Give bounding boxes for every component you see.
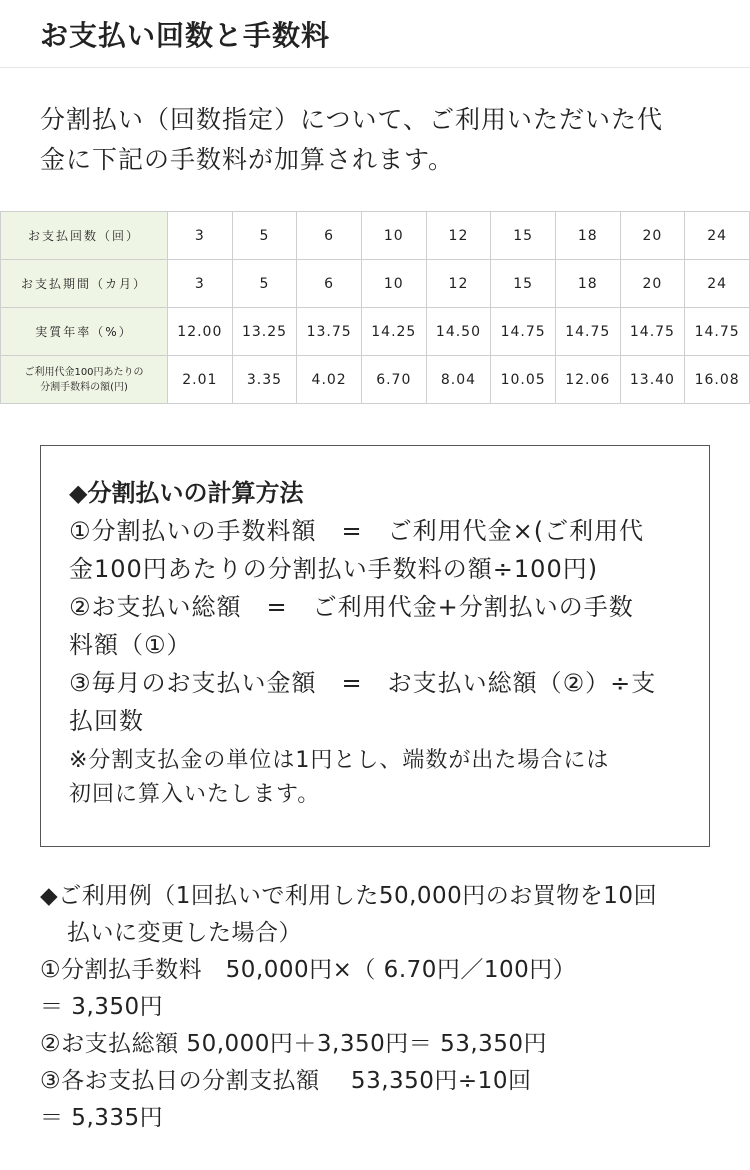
example-line: ＝ 3,350円: [40, 994, 164, 1020]
calculation-line: 金100円あたりの分割払い手数料の額÷100円): [69, 555, 599, 583]
table-row-apr: [1, 308, 750, 356]
table-cell: 6: [297, 260, 362, 308]
table-cell: 20: [620, 260, 685, 308]
row-label: お支払回数（回）: [1, 212, 168, 260]
table-cell: 10: [361, 212, 426, 260]
table-cell: 13.40: [620, 356, 685, 404]
calculation-box: [40, 445, 710, 847]
table-cell: 14.75: [555, 308, 620, 356]
note-line: ※分割支払金の単位は1円とし、端数が出た場合には: [69, 748, 610, 773]
table-cell: 18: [555, 260, 620, 308]
table-cell: 15: [491, 212, 556, 260]
page-header: [0, 0, 750, 68]
table-cell: 14.75: [685, 308, 750, 356]
table-cell: 3: [168, 212, 233, 260]
table-cell: 12.00: [168, 308, 233, 356]
calculation-title: ◆分割払いの計算方法: [69, 479, 304, 507]
table-cell: 14.25: [361, 308, 426, 356]
table-cell: 6: [297, 212, 362, 260]
fee-table: [0, 211, 750, 404]
calculation-note: [69, 744, 681, 812]
note-line: 初回に算入いたします。: [69, 782, 321, 807]
example-line: ①分割払手数料 50,000円×（ 6.70円／100円）: [40, 957, 577, 983]
table-cell: 5: [232, 212, 297, 260]
example-title: ◆ご利用例（1回払いで利用した50,000円のお買物を10回: [40, 883, 658, 909]
table-cell: 12: [426, 212, 491, 260]
intro-text: [40, 100, 720, 180]
table-cell: 3.35: [232, 356, 297, 404]
table-cell: 16.08: [685, 356, 750, 404]
table-cell: 12: [426, 260, 491, 308]
intro-line: 分割払い（回数指定）について、ご利用いただいた代: [40, 105, 664, 134]
table-cell: 4.02: [297, 356, 362, 404]
table-row-installments: [1, 212, 750, 260]
row-label: [1, 356, 168, 404]
example-title-cont: 払いに変更した場合）: [67, 920, 302, 946]
usage-example: [40, 878, 720, 1137]
row-label: お支払期間（カ月）: [1, 260, 168, 308]
table-row-period: [1, 260, 750, 308]
table-cell: 24: [685, 260, 750, 308]
table-cell: 24: [685, 212, 750, 260]
row-label: 実質年率（%）: [1, 308, 168, 356]
page-title: お支払い回数と手数料: [40, 19, 331, 52]
row-label-line: 分割手数料の額(円): [40, 381, 128, 393]
calculation-line: ②お支払い総額 = ご利用代金+分割払いの手数: [69, 593, 634, 621]
table-cell: 14.50: [426, 308, 491, 356]
table-row-fee-per-100: [1, 356, 750, 404]
table-cell: 8.04: [426, 356, 491, 404]
table-cell: 15: [491, 260, 556, 308]
table-cell: 10.05: [491, 356, 556, 404]
table-cell: 14.75: [620, 308, 685, 356]
table-cell: 2.01: [168, 356, 233, 404]
example-line: ②お支払総額 50,000円＋3,350円＝ 53,350円: [40, 1031, 548, 1057]
calculation-line: ①分割払いの手数料額 = ご利用代金×(ご利用代: [69, 517, 645, 545]
table-cell: 13.75: [297, 308, 362, 356]
table-cell: 12.06: [555, 356, 620, 404]
calculation-line: 払回数: [69, 707, 144, 735]
table-cell: 6.70: [361, 356, 426, 404]
calculation-line: ③毎月のお支払い金額 = お支払い総額（②）÷支: [69, 669, 657, 697]
table-cell: 18: [555, 212, 620, 260]
table-cell: 13.25: [232, 308, 297, 356]
calculation-line: 料額（①）: [69, 631, 192, 659]
table-cell: 3: [168, 260, 233, 308]
example-line: ③各お支払日の分割支払額 53,350円÷10回: [40, 1068, 532, 1094]
table-cell: 5: [232, 260, 297, 308]
row-label-line: ご利用代金100円あたりの: [24, 366, 144, 378]
table-cell: 10: [361, 260, 426, 308]
table-cell: 14.75: [491, 308, 556, 356]
example-line: ＝ 5,335円: [40, 1105, 164, 1131]
table-cell: 20: [620, 212, 685, 260]
intro-line: 金に下記の手数料が加算されます。: [40, 145, 455, 174]
